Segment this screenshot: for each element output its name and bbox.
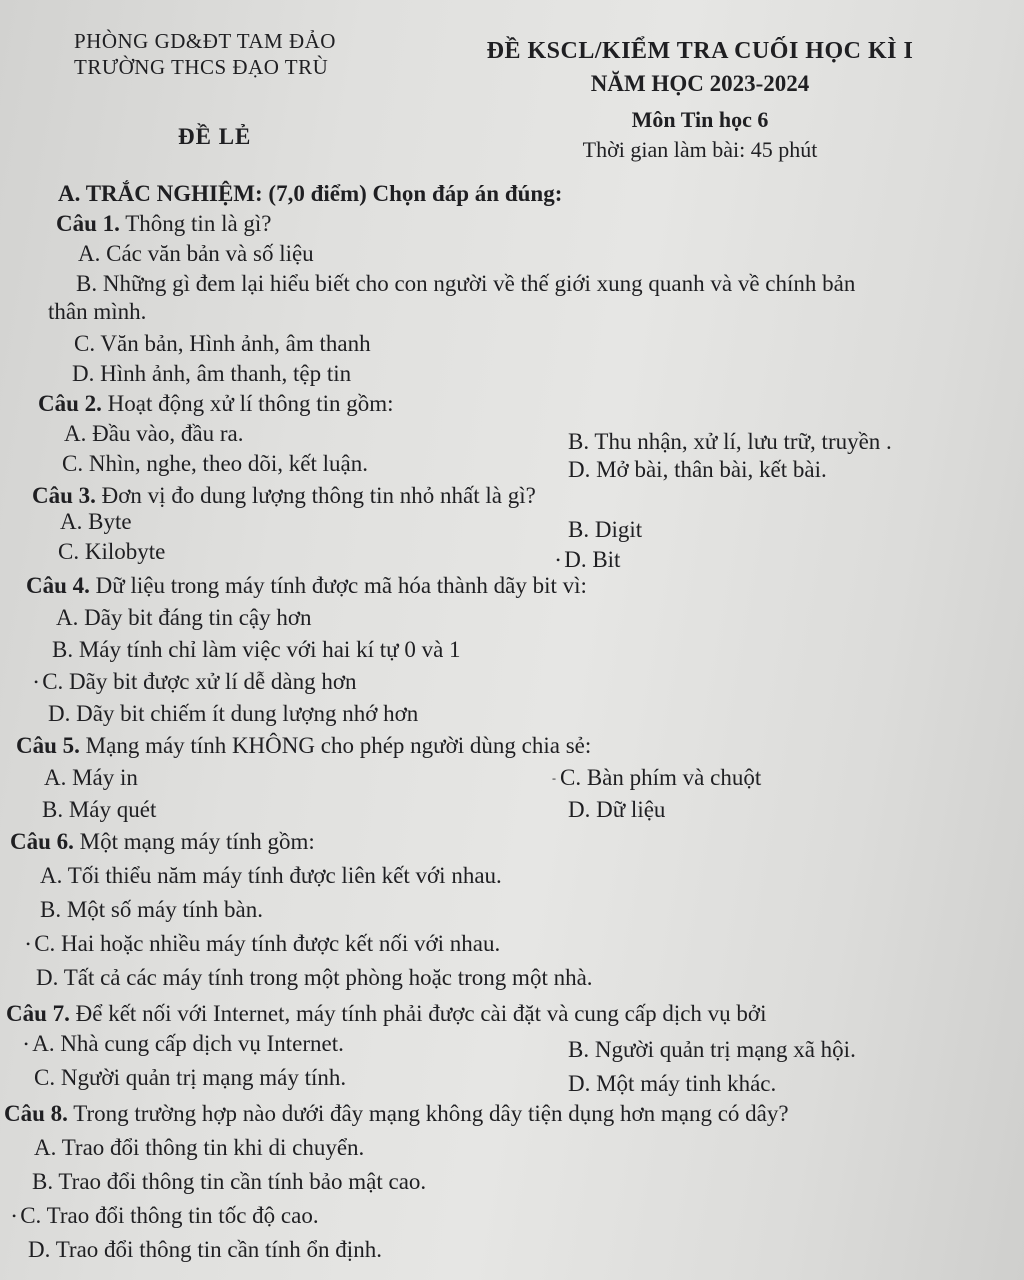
question-text: Hoạt động xử lí thông tin gồm: — [101, 391, 394, 416]
question-2 — [38, 390, 394, 418]
school-name: TRƯỜNG THCS ĐẠO TRÙ — [74, 55, 329, 79]
question-5 — [16, 732, 591, 760]
school-year: NĂM HỌC 2023-2024 — [590, 71, 810, 96]
option: D. Tất cả các máy tính trong một phòng hoặc trong một nhà. — [36, 965, 593, 990]
pencil-dot-icon: • — [556, 553, 561, 567]
question-text: Để kết nối với Internet, máy tính phải được cài đặt và cung cấp dịch vụ bởi — [69, 1001, 767, 1026]
question-text: Thông tin là gì? — [119, 211, 272, 236]
question-label: Câu 1. — [56, 211, 120, 236]
option: C. Người quản trị mạng máy tính. — [34, 1065, 347, 1090]
option: D. Dãy bit chiếm ít dung lượng nhớ hơn — [48, 701, 419, 726]
option: B. Những gì đem lại hiểu biết cho con người về thế giới xung quanh và về chính bản — [76, 271, 856, 296]
exam-variant: ĐỀ LẺ — [178, 124, 252, 149]
pencil-dot-icon: - — [552, 771, 556, 785]
option: A. Đầu vào, đầu ra. — [64, 421, 244, 446]
option: A. Các văn bản và số liệu — [78, 241, 314, 266]
option: B. Thu nhận, xử lí, lưu trữ, truyền . — [568, 429, 892, 454]
option: • C. Dãy bit được xử lí dễ dàng hơn — [34, 669, 357, 694]
option: • C. Trao đổi thông tin tốc độ cao. — [12, 1203, 319, 1228]
question-label: Câu 4. — [26, 573, 90, 598]
subject: Môn Tin học 6 — [631, 107, 769, 132]
option: C. Kilobyte — [58, 539, 166, 564]
option: A. Byte — [60, 509, 132, 534]
option: • C. Hai hoặc nhiều máy tính được kết nối với nhau. — [26, 931, 501, 956]
question-7 — [6, 1000, 767, 1028]
question-label: Câu 7. — [6, 1001, 70, 1026]
option: A. Trao đổi thông tin khi di chuyển. — [34, 1135, 365, 1160]
question-text: Một mạng máy tính gồm: — [73, 829, 315, 854]
section-title: A. TRẮC NGHIỆM: (7,0 điểm) Chọn đáp án đúng: — [58, 181, 563, 206]
question-3 — [32, 482, 536, 510]
question-4 — [26, 572, 587, 600]
exam-title: ĐỀ KSCL/KIỂM TRA CUỐI HỌC KÌ I — [486, 38, 914, 64]
option: D. Một máy tinh khác. — [568, 1071, 777, 1096]
question-text: Dữ liệu trong máy tính được mã hóa thành dãy bit vì: — [89, 573, 587, 598]
question-text: Trong trường hợp nào dưới đây mạng không dây tiện dụng hơn mạng có dây? — [67, 1101, 789, 1126]
pencil-dot-icon: • — [12, 1209, 17, 1223]
question-text: Đơn vị đo dung lượng thông tin nhỏ nhất là gì? — [95, 483, 536, 508]
option: B. Người quản trị mạng xã hội. — [568, 1037, 856, 1062]
option: B. Máy tính chỉ làm việc với hai kí tự 0 và 1 — [52, 637, 461, 662]
option: - C. Bàn phím và chuột — [552, 765, 762, 790]
duration: Thời gian làm bài: 45 phút — [582, 137, 818, 162]
question-label: Câu 8. — [4, 1101, 68, 1126]
pencil-dot-icon: • — [26, 937, 31, 951]
question-1 — [56, 210, 272, 238]
option-continuation: thân mình. — [48, 299, 147, 324]
option: B. Một số máy tính bàn. — [40, 897, 263, 922]
option: • A. Nhà cung cấp dịch vụ Internet. — [24, 1031, 344, 1056]
option: D. Trao đổi thông tin cần tính ổn định. — [28, 1237, 382, 1262]
pencil-dot-icon: • — [34, 675, 39, 689]
option: A. Tối thiểu năm máy tính được liên kết với nhau. — [40, 863, 502, 888]
question-8 — [4, 1100, 789, 1128]
question-label: Câu 2. — [38, 391, 102, 416]
option: A. Dãy bit đáng tin cậy hơn — [56, 605, 312, 630]
option: B. Máy quét — [42, 797, 157, 822]
question-label: Câu 3. — [32, 483, 96, 508]
question-label: Câu 6. — [10, 829, 74, 854]
question-label: Câu 5. — [16, 733, 80, 758]
option: D. Mở bài, thân bài, kết bài. — [568, 457, 827, 482]
option: • D. Bit — [556, 547, 621, 572]
option: C. Nhìn, nghe, theo dõi, kết luận. — [62, 451, 368, 476]
pencil-dot-icon: • — [24, 1037, 29, 1051]
option: B. Trao đổi thông tin cần tính bảo mật cao. — [32, 1169, 427, 1194]
option: A. Máy in — [44, 765, 138, 790]
option: D. Hình ảnh, âm thanh, tệp tin — [72, 361, 352, 386]
school-department: PHÒNG GD&ĐT TAM ĐẢO — [74, 29, 336, 53]
option: D. Dữ liệu — [568, 797, 666, 822]
option: B. Digit — [568, 517, 643, 542]
option: C. Văn bản, Hình ảnh, âm thanh — [74, 331, 371, 356]
question-6 — [10, 828, 315, 856]
question-text: Mạng máy tính KHÔNG cho phép người dùng chia sẻ: — [79, 733, 592, 758]
